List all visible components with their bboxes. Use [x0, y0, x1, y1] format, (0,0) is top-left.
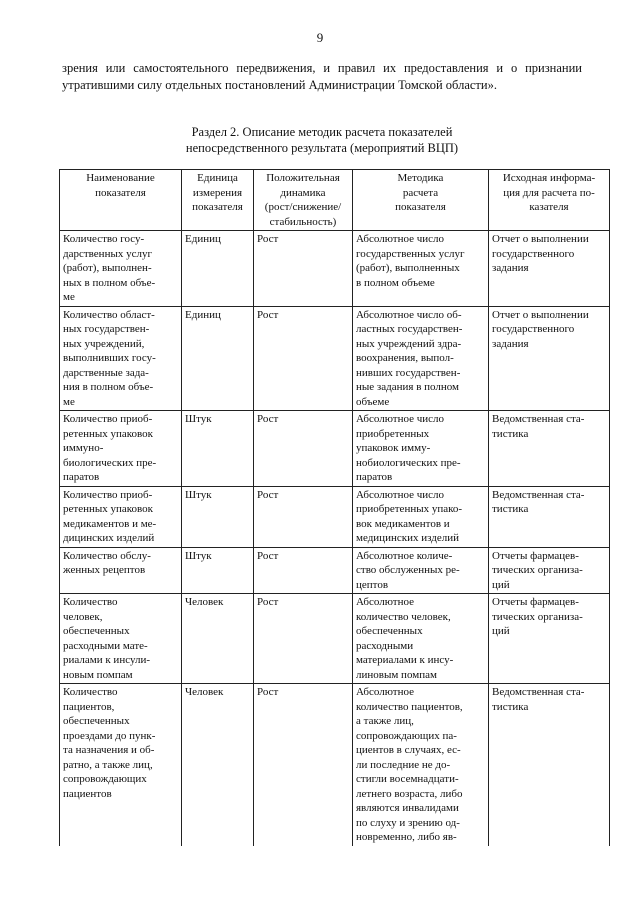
- cell-unit: Штук: [182, 411, 254, 487]
- table-header-row: [60, 170, 610, 231]
- cell-indicator-name: Количество приоб- ретенных упаковок иммуно- биологических пре- паратов: [60, 411, 182, 487]
- table-row: [60, 411, 610, 487]
- cell-unit: Человек: [182, 594, 254, 684]
- cell-indicator-name: Количество област- ных государствен- ных учреждений, выполнивших госу- дарственные зада- ния в полном объе- ме: [60, 306, 182, 411]
- cell-dynamics: Рост: [254, 486, 353, 547]
- cell-dynamics: Рост: [254, 594, 353, 684]
- cell-indicator-name: Количество приоб- ретенных упаковок медикаментов и ме- дицинских изделий: [60, 486, 182, 547]
- cell-source: Отчеты фармацев- тических организа- ций: [489, 594, 610, 684]
- table-row: [60, 231, 610, 307]
- cell-unit: Единиц: [182, 231, 254, 307]
- cell-unit: Штук: [182, 547, 254, 594]
- cell-unit: Единиц: [182, 306, 254, 411]
- cell-unit: Человек: [182, 684, 254, 846]
- cell-dynamics: Рост: [254, 231, 353, 307]
- cell-unit: Штук: [182, 486, 254, 547]
- cell-dynamics: Рост: [254, 411, 353, 487]
- cell-dynamics: Рост: [254, 306, 353, 411]
- table-row: [60, 306, 610, 411]
- cell-source: Отчет о выполнении государственного задания: [489, 231, 610, 307]
- cell-method: Абсолютное число приобретенных упако- вок медикаментов и медицинских изделий: [353, 486, 489, 547]
- cell-source: Ведомственная ста- тистика: [489, 684, 610, 846]
- section-title-line-2: непосредственного результата (мероприятий ВЦП): [185, 141, 459, 155]
- cell-method: Абсолютное количе- ство обслуженных ре- цептов: [353, 547, 489, 594]
- header-unit: Единица измерения показателя: [182, 170, 254, 231]
- cell-indicator-name: Количество человек, обеспеченных расходными мате- риалами к инсули- новым помпам: [60, 594, 182, 684]
- cell-method: Абсолютное число приобретенных упаковок имму- нобиологических пре- паратов: [353, 411, 489, 487]
- header-method: Методика расчета показателя: [353, 170, 489, 231]
- cell-method: Абсолютное количество пациентов, а также лиц, сопровождающих па- циентов в случаях, ес- ли последние не до- стигли восемнадцати- летнего возраста, либо являются инвалидами по слуху и зрению од- новременно, либо яв-: [353, 684, 489, 846]
- section-title-line-1: Раздел 2. Описание методик расчета показателей: [191, 125, 453, 139]
- cell-source: Отчеты фармацев- тических организа- ций: [489, 547, 610, 594]
- cell-indicator-name: Количество госу- дарственных услуг (работ), выполнен- ных в полном объе- ме: [60, 231, 182, 307]
- header-source: Исходная информа- ция для расчета по- казателя: [489, 170, 610, 231]
- intro-paragraph: зрения или самостоятельного передвижения, и правил их предоставления и о признании утратившими силу отдельных постановлений Администрации Томской области».: [62, 61, 582, 92]
- header-dynamics: Положительная динамика (рост/снижение/ стабильность): [254, 170, 353, 231]
- page-number: 9: [316, 30, 324, 45]
- table-row: [60, 547, 610, 594]
- cell-source: Ведомственная ста- тистика: [489, 486, 610, 547]
- cell-method: Абсолютное количество человек, обеспеченных расходными материалами к инсу- линовым помпам: [353, 594, 489, 684]
- cell-indicator-name: Количество обслу- женных рецептов: [60, 547, 182, 594]
- header-indicator-name: Наименование показателя: [60, 170, 182, 231]
- table-row: [60, 594, 610, 684]
- table-row: [60, 486, 610, 547]
- table-row: [60, 684, 610, 846]
- methods-table: [59, 169, 610, 846]
- cell-dynamics: Рост: [254, 684, 353, 846]
- cell-source: Ведомственная ста- тистика: [489, 411, 610, 487]
- cell-indicator-name: Количество пациентов, обеспеченных проездами до пунк- та назначения и об- ратно, а также лиц, сопровождающих пациентов: [60, 684, 182, 846]
- cell-dynamics: Рост: [254, 547, 353, 594]
- cell-method: Абсолютное число об- ластных государствен- ных учреждений здра- воохранения, выпол- нивших государствен- ные задания в полном объеме: [353, 306, 489, 411]
- cell-method: Абсолютное число государственных услуг (работ), выполненных в полном объеме: [353, 231, 489, 307]
- cell-source: Отчет о выполнении государственного задания: [489, 306, 610, 411]
- section-title: [62, 124, 582, 156]
